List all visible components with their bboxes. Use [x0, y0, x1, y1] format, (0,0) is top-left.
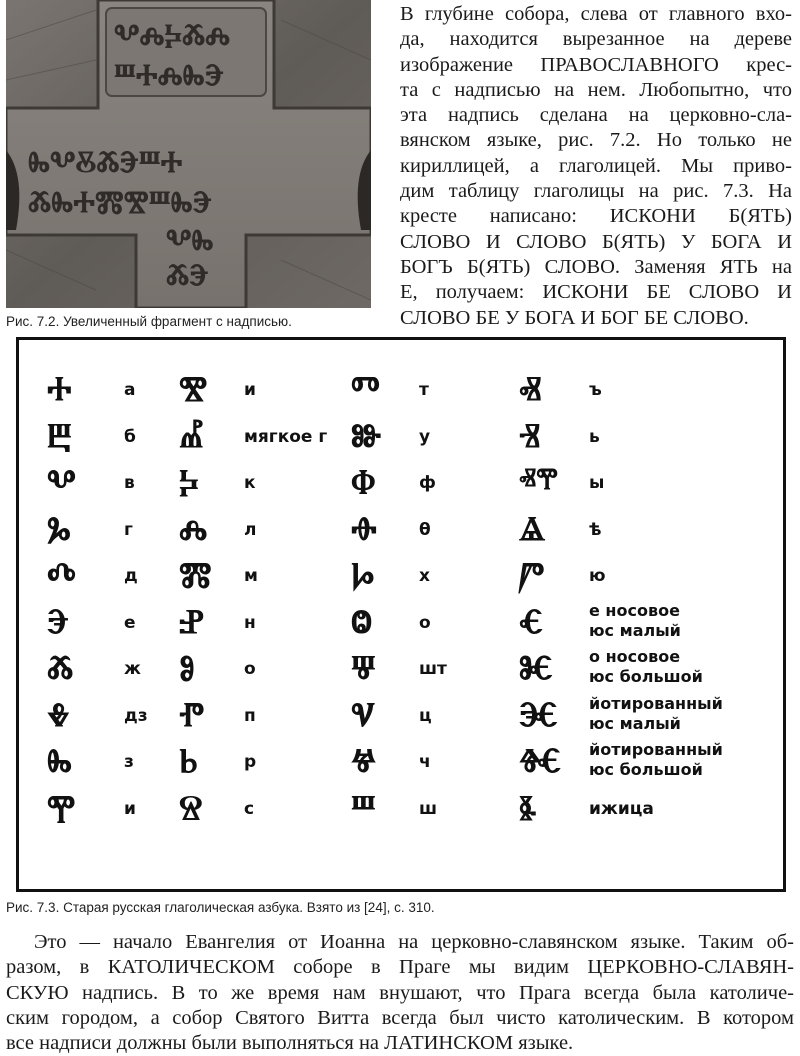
cyrillic-equivalent: а: [124, 380, 136, 400]
cyrillic-equivalent: п: [244, 705, 256, 726]
cyrillic-equivalent: ф: [419, 473, 436, 493]
cyrillic-equivalent: у: [419, 426, 431, 447]
text-line: кресте написано: ИСКОНИ Б(ЯТЬ): [400, 205, 792, 228]
svg-text:ⰆⰅ: ⰆⰅ: [166, 258, 209, 293]
cyrillic-equivalent: о: [419, 612, 431, 633]
cyrillic-equivalent: д: [124, 566, 138, 586]
glagolitic-glyph: ⰟⰉ: [519, 463, 558, 493]
cyrillic-equivalent: о: [244, 659, 256, 679]
glagolitic-glyph: Ⰸ: [47, 741, 72, 781]
cyrillic-equivalent: т: [419, 380, 429, 400]
text-line: Е, получаем: ИСКОНИ БЕ СЛОВО И: [400, 281, 792, 304]
text-line: разом, в КАТОЛИЧЕСКОМ соборе в Праге мы видим ЦЕРКОВНО-СЛАВЯН-: [6, 956, 794, 979]
cyrillic-equivalent: ц: [419, 705, 432, 726]
cyrillic-equivalent: йотированный юс малый: [589, 693, 723, 733]
glagolitic-glyph: Ⱂ: [179, 694, 205, 735]
glagolitic-glyph: Ⱄ: [179, 787, 203, 828]
svg-text:ⰆⰈⰀⰏⰊⰞⰈⰅ: ⰆⰈⰀⰏⰊⰞⰈⰅ: [28, 185, 212, 220]
glagolitic-glyph: Ⰲ: [47, 462, 76, 502]
svg-text:ⰈⰂⰋⰆⰅⰞⰀ: ⰈⰂⰋⰆⰅⰞⰀ: [28, 145, 183, 180]
text-line: дим таблицу глаголицы на рис. 7.3. На: [400, 180, 792, 203]
cross-photo: [6, 0, 371, 308]
glagolitic-glyph: Ⰺ: [179, 369, 208, 409]
figure-7-2-caption: Рис. 7.2. Увеличенный фрагмент с надписью.: [6, 314, 292, 329]
cyrillic-equivalent: дз: [124, 705, 148, 726]
glagolitic-glyph: Ⱀ: [179, 601, 205, 642]
cyrillic-equivalent: θ: [419, 519, 431, 540]
text-line: В глубине собора, слева от главного вхо-: [400, 3, 792, 25]
glagolitic-glyph: Ⱁ: [179, 648, 195, 688]
text-line: СЛОВО БЕ У БОГА И БОГ БЕ СЛОВО.: [400, 306, 749, 329]
glagolitic-glyph: Ⱇ: [351, 462, 376, 502]
cyrillic-equivalent: о носовое юс большой: [589, 647, 703, 686]
cyrillic-equivalent: ч: [419, 752, 431, 772]
cyrillic-equivalent: йотированный юс большой: [589, 740, 723, 779]
text-line: да, находится вырезанное на дереве: [400, 28, 792, 51]
cyrillic-equivalent: б: [124, 426, 136, 447]
cyrillic-equivalent: ѣ: [589, 519, 602, 540]
cyrillic-equivalent: ъ: [589, 380, 602, 400]
glagolitic-glyph: Ⰽ: [179, 462, 199, 502]
cyrillic-equivalent: и: [244, 380, 256, 400]
glagolitic-glyph: Ⱋ: [351, 648, 376, 688]
glagolitic-glyph: Ⱌ: [351, 694, 375, 735]
cyrillic-equivalent: л: [244, 519, 257, 540]
text-line: кириллицей, а глаголицей. Мы приво-: [400, 154, 792, 177]
cyrillic-equivalent: ижица: [589, 798, 654, 819]
glagolitic-glyph: Ⰶ: [47, 648, 74, 688]
cyrillic-equivalent: и: [124, 798, 136, 819]
glagolitic-glyph: Ⱍ: [351, 741, 377, 781]
text-line: изображение ПРАВОСЛАВНОГО крес-: [400, 53, 792, 76]
cyrillic-equivalent: з: [124, 752, 134, 772]
cyrillic-equivalent: в: [124, 473, 135, 493]
text-line: та с надписью на нем. Любопытно, что: [400, 78, 792, 101]
glagolitic-glyph: Ⱎ: [351, 787, 376, 828]
glagolitic-glyph: Ⱓ: [519, 555, 545, 595]
glagolitic-glyph: Ⰾ: [179, 508, 208, 549]
cyrillic-equivalent: шт: [419, 659, 447, 679]
text-line: Это — начало Евангелия от Иоанна на церковно-славянском языке. Таким об-: [34, 931, 794, 953]
cyrillic-equivalent: ю: [589, 566, 606, 586]
cyrillic-equivalent: ш: [419, 798, 438, 819]
glagolitic-glyph: Ⰷ: [47, 694, 70, 735]
glagolitic-glyph: Ⱑ: [519, 508, 546, 549]
glagolitic-glyph: Ⰿ: [179, 555, 212, 595]
glagolitic-glyph: Ⰱ: [47, 415, 72, 456]
cyrillic-equivalent: м: [244, 566, 258, 586]
text-line: БОГЪ Б(ЯТЬ) СЛОВО. Заменяя ЯТЬ на: [400, 255, 792, 278]
text-line: СЛОВО И СЛОВО Б(ЯТЬ) У БОГА И: [400, 230, 792, 253]
glagolitic-glyph: Ⰹ: [47, 787, 76, 828]
cyrillic-equivalent: к: [244, 473, 256, 493]
cyrillic-equivalent: ы: [589, 473, 605, 493]
glagolitic-glyph: Ⱆ: [351, 415, 382, 456]
side-paragraph: [400, 2, 792, 331]
glagolitic-glyph: Ⰵ: [47, 601, 69, 642]
glagolitic-glyph: Ⱘ: [519, 648, 553, 688]
cyrillic-equivalent: г: [124, 519, 133, 540]
glagolitic-glyph: Ⱐ: [519, 415, 541, 456]
cyrillic-equivalent: с: [244, 798, 255, 819]
glagolitic-glyph: Ⱏ: [519, 369, 542, 409]
glagolitic-glyph: Ⰴ: [47, 555, 76, 595]
svg-text:ⰂⰎⰍⰆⰎ: ⰂⰎⰍⰆⰎ: [114, 18, 231, 53]
glagolitic-glyph: Ⱈ: [351, 555, 375, 595]
cyrillic-equivalent: е носовое юс малый: [589, 600, 681, 640]
cyrillic-equivalent: р: [244, 752, 257, 772]
cyrillic-equivalent: е: [124, 612, 136, 633]
cyrillic-equivalent: ж: [124, 659, 141, 679]
glagolitic-glyph: Ⰼ: [179, 415, 204, 456]
glagolitic-glyph: Ⱅ: [351, 369, 380, 409]
text-line: все надписи должны были выполняться на ЛАТИНСКОМ языке.: [6, 1032, 574, 1055]
glagolitic-alphabet-table: [16, 337, 786, 892]
figure-7-3-caption: Рис. 7.3. Старая русская глаголическая азбука. Взято из [24], с. 310.: [6, 900, 435, 915]
svg-text:ⰞⰀⰎⰈⰅ: ⰞⰀⰎⰈⰅ: [114, 58, 224, 93]
cyrillic-equivalent: н: [244, 612, 256, 633]
glagolitic-glyph: Ⱙ: [519, 741, 562, 781]
glagolitic-glyph: Ⰳ: [47, 508, 71, 549]
bottom-paragraph: [6, 930, 794, 1056]
text-line: вянском языке, рис. 7.2. Но только не: [400, 129, 792, 152]
text-line: эта надпись сделана на церковно-сла-: [400, 104, 792, 127]
glagolitic-glyph: Ⱉ: [351, 601, 373, 642]
cyrillic-equivalent: х: [419, 566, 430, 586]
glagolitic-glyph: Ⰰ: [47, 369, 72, 409]
glagolitic-glyph: Ⱗ: [519, 694, 558, 735]
cyrillic-equivalent: мягкое г: [244, 426, 328, 447]
glagolitic-glyph: Ⱔ: [519, 601, 543, 642]
text-line: СКУЮ надпись. В то же время нам внушают, что Прага всегда была католиче-: [6, 981, 794, 1004]
glagolitic-glyph: Ⱃ: [179, 741, 198, 781]
glagolitic-glyph: Ⱛ: [519, 787, 537, 828]
svg-text:ⰂⰈ: ⰂⰈ: [166, 223, 214, 258]
text-line: ским городом, а собор Святого Витта всегда был чисто католическим. В котором: [6, 1006, 794, 1029]
cyrillic-equivalent: ь: [589, 426, 600, 447]
glagolitic-glyph: Ⱚ: [351, 508, 377, 549]
